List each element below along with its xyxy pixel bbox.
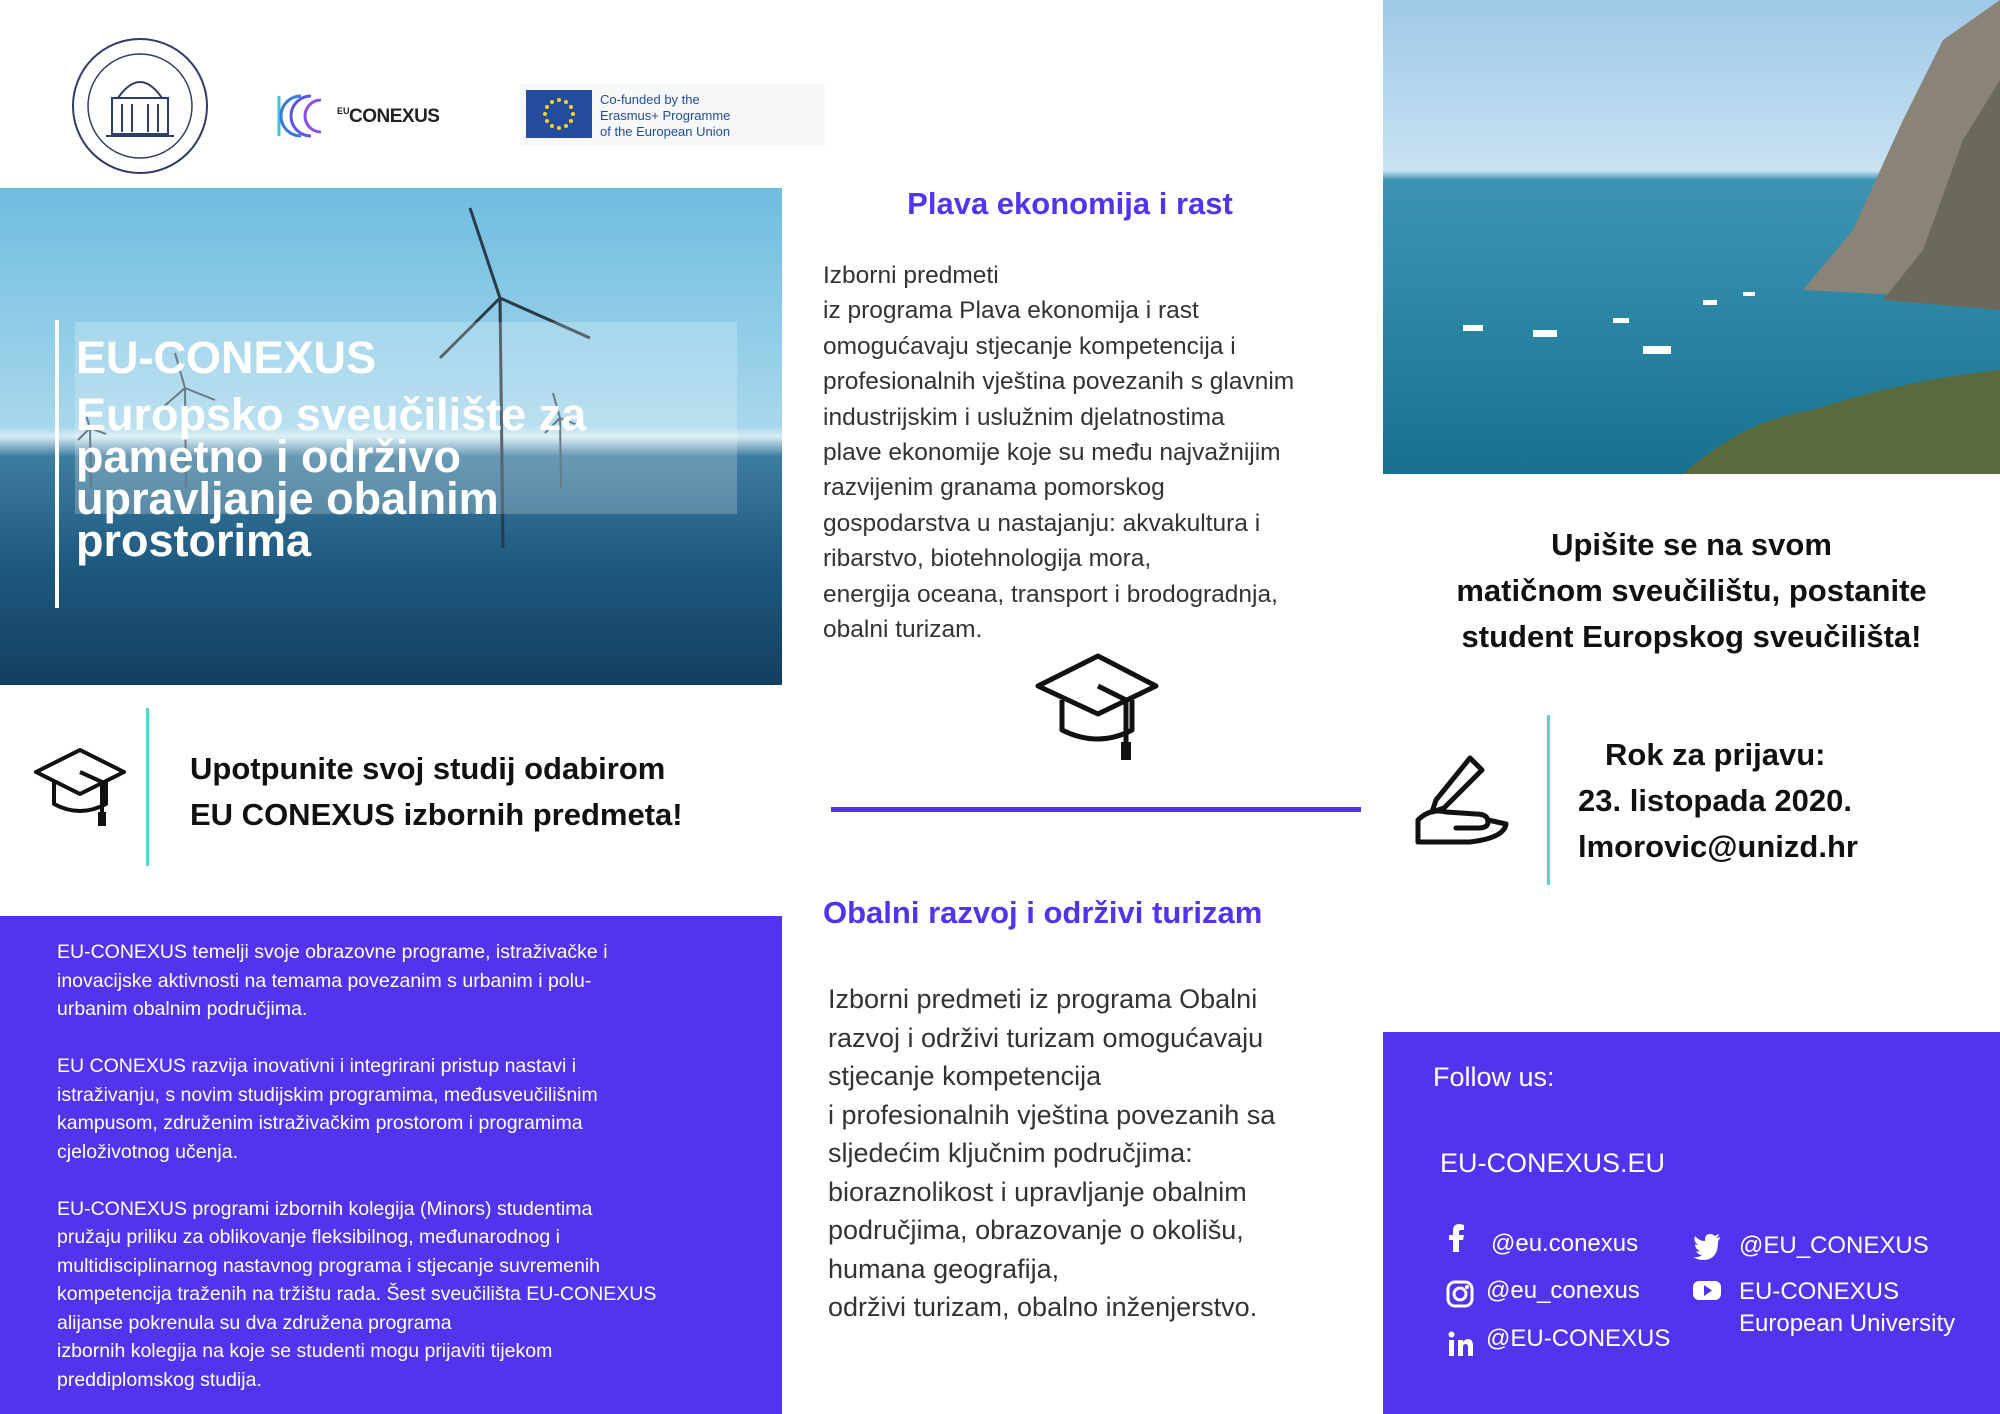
- cliff-and-sea-illustration: [1383, 0, 2000, 474]
- erasmus-line-2: Erasmus+ Programme: [600, 108, 731, 123]
- erasmus-cofunded-text: [600, 92, 730, 140]
- website-link[interactable]: EU-CONEXUS.EU: [1440, 1148, 1666, 1178]
- deadline-block: [1578, 732, 1988, 870]
- logo-eu-small: EU: [337, 106, 350, 116]
- callout-line-1: Upotpunite svoj studij odabirom: [190, 751, 666, 786]
- coastal-photo: [1383, 0, 2000, 474]
- teal-divider-left: [146, 708, 149, 866]
- hero-subtitle: Europsko sveučilište za pametno i održivo upravljanje obalnim prostorima: [76, 389, 587, 566]
- erasmus-line-3: of the European Union: [600, 124, 731, 139]
- twitter-handle[interactable]: @EU_CONEXUS: [1739, 1232, 1929, 1259]
- instagram-handle[interactable]: @eu_conexus: [1486, 1277, 1640, 1304]
- hero-accent-bar: [55, 320, 59, 608]
- twitter-icon[interactable]: [1693, 1232, 1721, 1260]
- contact-email[interactable]: lmorovic@unizd.hr: [1578, 829, 1858, 864]
- youtube-icon[interactable]: [1693, 1276, 1721, 1304]
- follow-us-box: [1383, 1032, 2000, 1414]
- eu-flag-icon: [526, 90, 592, 138]
- hero-title: EU-CONEXUS: [76, 332, 377, 383]
- writing-hand-icon: [1410, 752, 1510, 848]
- callout-line-2: EU CONEXUS izbornih predmeta!: [190, 797, 683, 832]
- eu-conexus-logo: [275, 92, 475, 140]
- erasmus-logo: [520, 84, 825, 146]
- graduation-cap-icon: [1032, 648, 1162, 766]
- about-text: EU-CONEXUS temelji svoje obrazovne programe, istraživačke i inovacijske aktivnosti na temama povezanim s urbanim i polu- urbanim obalnim područjima. EU CONEXUS razvija inovativni i integrirani pristup nastavi i istraživanju, s novim studijskim programima, međusveučilišnim kampusom, združenim istraživačkim prostorom i programima cjeloživotnog učenja. EU-CONEXUS programi izbornih kolegija (Minors) studentima pružaju priliku za oblikovanje fleksibilnog, međunarodnog i multidisciplinarnog nastavnog programa i stjecanje suvremenih kompetencija traženih na tržištu rada. Šest sveučilišta EU-CONEXUS alijanse pokrenula su dva združena programa izbornih kolegija na koje se studenti mogu prijaviti tijekom preddiplomskog studija.: [57, 941, 657, 1391]
- instagram-icon[interactable]: [1446, 1280, 1474, 1308]
- linkedin-icon[interactable]: [1447, 1330, 1475, 1358]
- erasmus-line-1: Co-funded by the: [600, 92, 700, 107]
- teal-divider-right: [1547, 715, 1550, 885]
- callout-text: [190, 746, 770, 838]
- obalni-text: Izborni predmeti iz programa Obalni razvoj i održivi turizam omogućavaju stjecanje kompetencija i profesionalnih vještina povezanih sa sljedećim ključnim područjima: bioraznolikost i upravljanje obalnim područjima, obrazovanje o okolišu, humana geografija, održivi turizam, obalno inženjerstvo.: [828, 984, 1276, 1322]
- deadline-label: Rok za prijavu:: [1605, 737, 1826, 772]
- plava-heading: Plava ekonomija i rast: [907, 186, 1233, 221]
- deadline-date: 23. listopada 2020.: [1578, 783, 1852, 818]
- logo-conexus-text: CONEXUS: [349, 106, 440, 127]
- university-seal-logo: [70, 36, 210, 176]
- youtube-handle-line-2[interactable]: European University: [1739, 1310, 1956, 1337]
- enroll-callout: Upišite se na svom matičnom sveučilištu, postanite student Europskog sveučilišta!: [1456, 527, 1927, 654]
- graduation-cap-icon: [32, 742, 128, 832]
- youtube-handle-line-1[interactable]: EU-CONEXUS: [1739, 1278, 1900, 1305]
- facebook-handle[interactable]: @eu.conexus: [1491, 1230, 1639, 1257]
- linkedin-handle[interactable]: @EU-CONEXUS: [1486, 1325, 1671, 1352]
- hero-wind-turbine-image: [0, 188, 782, 685]
- follow-label: Follow us:: [1433, 1062, 1555, 1092]
- purple-separator: [831, 807, 1361, 812]
- obalni-heading: Obalni razvoj i održivi turizam: [823, 895, 1263, 930]
- facebook-icon[interactable]: [1443, 1224, 1471, 1252]
- plava-text: Izborni predmeti iz programa Plava ekonomija i rast omogućavaju stjecanje kompetencija i profesionalnih vještina povezanih s glavnim industrijskim i uslužnim djelatnostima plave ekonomije koje su među najvažnijim razvijenim granama pomorskog gospodarstva u nastajanju: akvakultura i ribarstvo, biotehnologija mora, energija oceana, transport i brodogradnja, obalni turizam.: [823, 262, 1295, 644]
